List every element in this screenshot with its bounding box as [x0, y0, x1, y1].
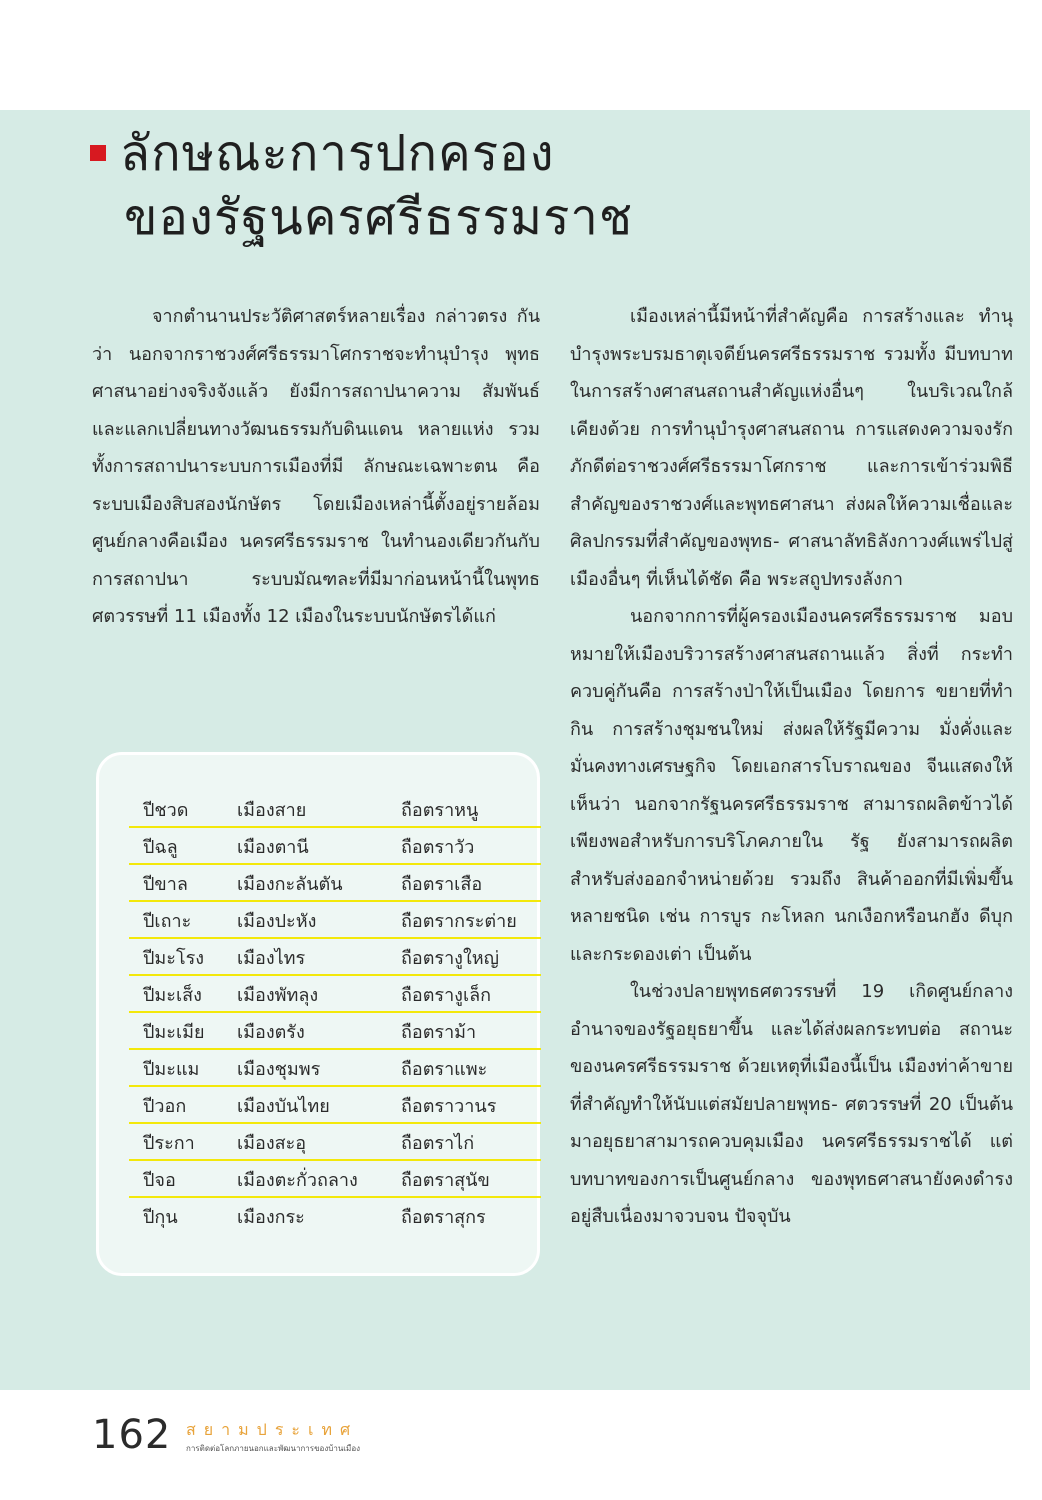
- seal-cell: ถือตราวานร: [401, 1096, 497, 1117]
- table-row: [129, 826, 541, 865]
- text-line: เมืองท่าค้าขายที่สำคัญทำให้นับแต่สมัยปลายพุทธ-: [570, 1056, 1013, 1115]
- text-line: กันว่า นอกจากราชวงศ์ศรีธรรมาโศกราชจะทำนุบำรุง: [92, 306, 540, 365]
- table-row: [129, 1011, 541, 1050]
- year-cell: ปีชวด: [143, 800, 189, 821]
- text-line: กระทำควบคู่กันคือ การสร้างป่าให้เป็นเมือง โดยการ: [570, 643, 1013, 702]
- text-line: และการเข้าร่วมพิธีสำคัญของราชวงศ์และพุทธศาสนา: [570, 456, 1013, 515]
- city-cell: เมืองพัทลุง: [237, 985, 319, 1006]
- paragraph: [570, 298, 1013, 598]
- page-number: 162: [92, 1412, 172, 1458]
- text-line: ขยายที่ทำกิน การสร้างชุมชนใหม่ ส่งผลให้รัฐมีความ: [570, 681, 1013, 740]
- year-cell: ปีมะเมีย: [143, 1022, 205, 1043]
- text-line: จีนแสดงให้เห็นว่า นอกจากรัฐนครศรีธรรมราช: [570, 756, 1013, 815]
- seal-cell: ถือตราสุนัข: [401, 1170, 490, 1191]
- seal-cell: ถือตรางูเล็ก: [401, 985, 492, 1006]
- text-line: ปัจจุบัน: [734, 1206, 791, 1227]
- table-row: [129, 1159, 541, 1198]
- text-line: ศาสนาลัทธิลังกาวงศ์แพร่ไปสู่เมืองอื่นๆ ที่เห็นได้ชัด: [570, 531, 1013, 590]
- title-marker-icon: [90, 145, 106, 161]
- text-line: คือ พระสถูปทรงลังกา: [738, 568, 903, 590]
- year-cell: ปีระกา: [143, 1133, 195, 1154]
- year-cell: ปีกุน: [143, 1207, 178, 1228]
- year-cell: ปีฉลู: [143, 837, 178, 858]
- city-cell: เมืองปะหัง: [237, 911, 317, 932]
- text-line: จากตำนานประวัติศาสตร์หลายเรื่อง กล่าวตรง: [152, 306, 508, 327]
- text-line: มีบทบาทในการสร้างศาสนสถานสำคัญแห่งอื่นๆ: [570, 343, 1013, 402]
- text-line: ในบริเวณใกล้เคียงด้วย การทำนุบำรุงศาสนสถาน: [570, 381, 1013, 440]
- year-cell: ปีจอ: [143, 1170, 176, 1191]
- year-cell: ปีเถาะ: [143, 911, 192, 932]
- year-cell: ปีขาล: [143, 874, 188, 895]
- table-row: [129, 863, 541, 902]
- text-line: ในช่วงปลายพุทธศตวรรษที่ 19 เกิดศูนย์กลาง: [630, 981, 1013, 1002]
- seal-cell: ถือตราวัว: [401, 837, 475, 858]
- nakshatra-table: [96, 752, 540, 1276]
- right-column: [570, 298, 1013, 1236]
- text-line: สินค้าออกที่มีเพิ่มขึ้นหลายชนิด เช่น การบูร กะโหลก: [570, 868, 1013, 927]
- city-cell: เมืองสาย: [237, 800, 307, 821]
- city-cell: เมืองตะกั่วถลาง: [237, 1170, 358, 1191]
- text-line: นกเงือกหรือนกฮัง ดีบุก และกระดองเต่า เป็นต้น: [570, 906, 1013, 965]
- table-row: [129, 789, 541, 828]
- text-line: ระบบมัณฑละที่มีมาก่อนหน้านี้ในพุทธศตวรรษที่ 11: [92, 568, 540, 627]
- text-line: ส่งผลให้ความเชื่อและศิลปกรรมที่สำคัญของพุทธ-: [570, 493, 1013, 552]
- text-line: นอกจากการที่ผู้ครองเมืองนครศรีธรรมราช: [630, 606, 957, 627]
- title-line-1: ลักษณะการปกครอง: [120, 125, 555, 182]
- seal-cell: ถือตรางูใหญ่: [401, 948, 499, 969]
- city-cell: เมืองสะอุ: [237, 1133, 307, 1154]
- seal-cell: ถือตราสุกร: [401, 1207, 486, 1228]
- table-row: [129, 900, 541, 939]
- table-row: [129, 974, 541, 1013]
- left-column: [92, 298, 540, 636]
- seal-cell: ถือตราหนู: [401, 800, 479, 821]
- text-line: ทำนุบำรุงพระบรมธาตุเจดีย์นครศรีธรรมราช รวมทั้ง: [570, 306, 1013, 365]
- text-line: อำนาจของรัฐอยุธยาขึ้น และได้ส่งผลกระทบต่อ: [570, 1018, 942, 1040]
- city-cell: เมืองกระ: [237, 1207, 305, 1228]
- page-title: [90, 122, 990, 250]
- text-line: นครศรีธรรมราชได้ แต่บทบาทของการเป็นศูนย์กลาง: [570, 1131, 1013, 1190]
- text-line: มอบหมายให้เมืองบริวารสร้างศาสนสถานแล้ว สิ่งที่: [570, 606, 1013, 665]
- text-line: มั่งคั่งและมั่นคงทางเศรษฐกิจ โดยเอกสารโบราณของ: [570, 718, 1013, 777]
- city-cell: เมืองชุมพร: [237, 1059, 321, 1080]
- year-cell: ปีวอก: [143, 1096, 187, 1117]
- text-line: สัมพันธ์และแลกเปลี่ยนทางวัฒนธรรมกับดินแดน: [92, 381, 540, 440]
- text-line: ลักษณะเฉพาะตน คือ ระบบเมืองสิบสองนักษัตร: [92, 456, 540, 515]
- seal-cell: ถือตราม้า: [401, 1022, 477, 1043]
- city-cell: เมืองตรัง: [237, 1022, 305, 1043]
- city-cell: เมืองตานี: [237, 837, 309, 858]
- table-row: [129, 1122, 541, 1161]
- year-cell: ปีมะแม: [143, 1059, 200, 1080]
- text-line: เมืองเหล่านี้มีหน้าที่สำคัญคือ การสร้างและ: [630, 306, 965, 327]
- city-cell: เมืองบันไทย: [237, 1096, 330, 1117]
- paragraph: [570, 598, 1013, 973]
- text-line: ศตวรรษที่ 20 เป็นต้นมาอยุธยาสามารถควบคุมเมือง: [570, 1093, 1013, 1152]
- seal-cell: ถือตราแพะ: [401, 1059, 488, 1080]
- table-row: [129, 1085, 541, 1124]
- paragraph: [92, 298, 540, 636]
- table-row: [129, 937, 541, 976]
- year-cell: ปีมะเส็ง: [143, 985, 202, 1006]
- text-line: สามารถผลิตข้าวได้เพียงพอสำหรับการบริโภคภายใน: [570, 793, 1013, 852]
- publication-brand: สยามประเทศ: [186, 1420, 359, 1439]
- seal-cell: ถือตรากระต่าย: [401, 911, 517, 932]
- year-cell: ปีมะโรง: [143, 948, 205, 969]
- text-line: การแสดงความจงรักภักดีต่อราชวงศ์ศรีธรรมาโศกราช: [570, 418, 1013, 477]
- city-cell: เมืองไทร: [237, 948, 306, 969]
- title-line-2: ของรัฐนครศรีธรรมราช: [124, 189, 634, 246]
- text-line: นครศรีธรรมราช ในทำนองเดียวกันกับการสถาปนา: [92, 531, 540, 590]
- publication-subtitle: การติดต่อโลกภายนอกและพัฒนาการของบ้านเมือง: [186, 1444, 361, 1453]
- text-line: ของพุทธศาสนายังคงดำรงอยู่สืบเนื่องมาจวบจน: [570, 1168, 1013, 1227]
- text-line: หลายแห่ง รวมทั้งการสถาปนาระบบการเมืองที่มี: [92, 418, 540, 477]
- seal-cell: ถือตราไก่: [401, 1133, 475, 1154]
- seal-cell: ถือตราเสือ: [401, 874, 483, 895]
- text-line: โดยเมืองเหล่านี้ตั้งอยู่รายล้อมศูนย์กลางคือเมือง: [92, 493, 540, 552]
- text-line: พุทธศาสนาอย่างจริงจังแล้ว ยังมีการสถาปนาความ: [92, 343, 540, 402]
- text-line: สถานะของนครศรีธรรมราช ด้วยเหตุที่เมืองนี้เป็น: [570, 1018, 1013, 1077]
- paragraph: [570, 973, 1013, 1236]
- table-row: [129, 1048, 541, 1087]
- city-cell: เมืองกะลันตัน: [237, 874, 343, 895]
- text-line: เมืองทั้ง 12 เมืองในระบบนักษัตรได้แก่: [202, 606, 496, 627]
- table-row: [129, 1196, 541, 1233]
- text-line: รัฐ ยังสามารถผลิตสำหรับส่งออกจำหน่ายด้วย รวมถึง: [570, 831, 1013, 890]
